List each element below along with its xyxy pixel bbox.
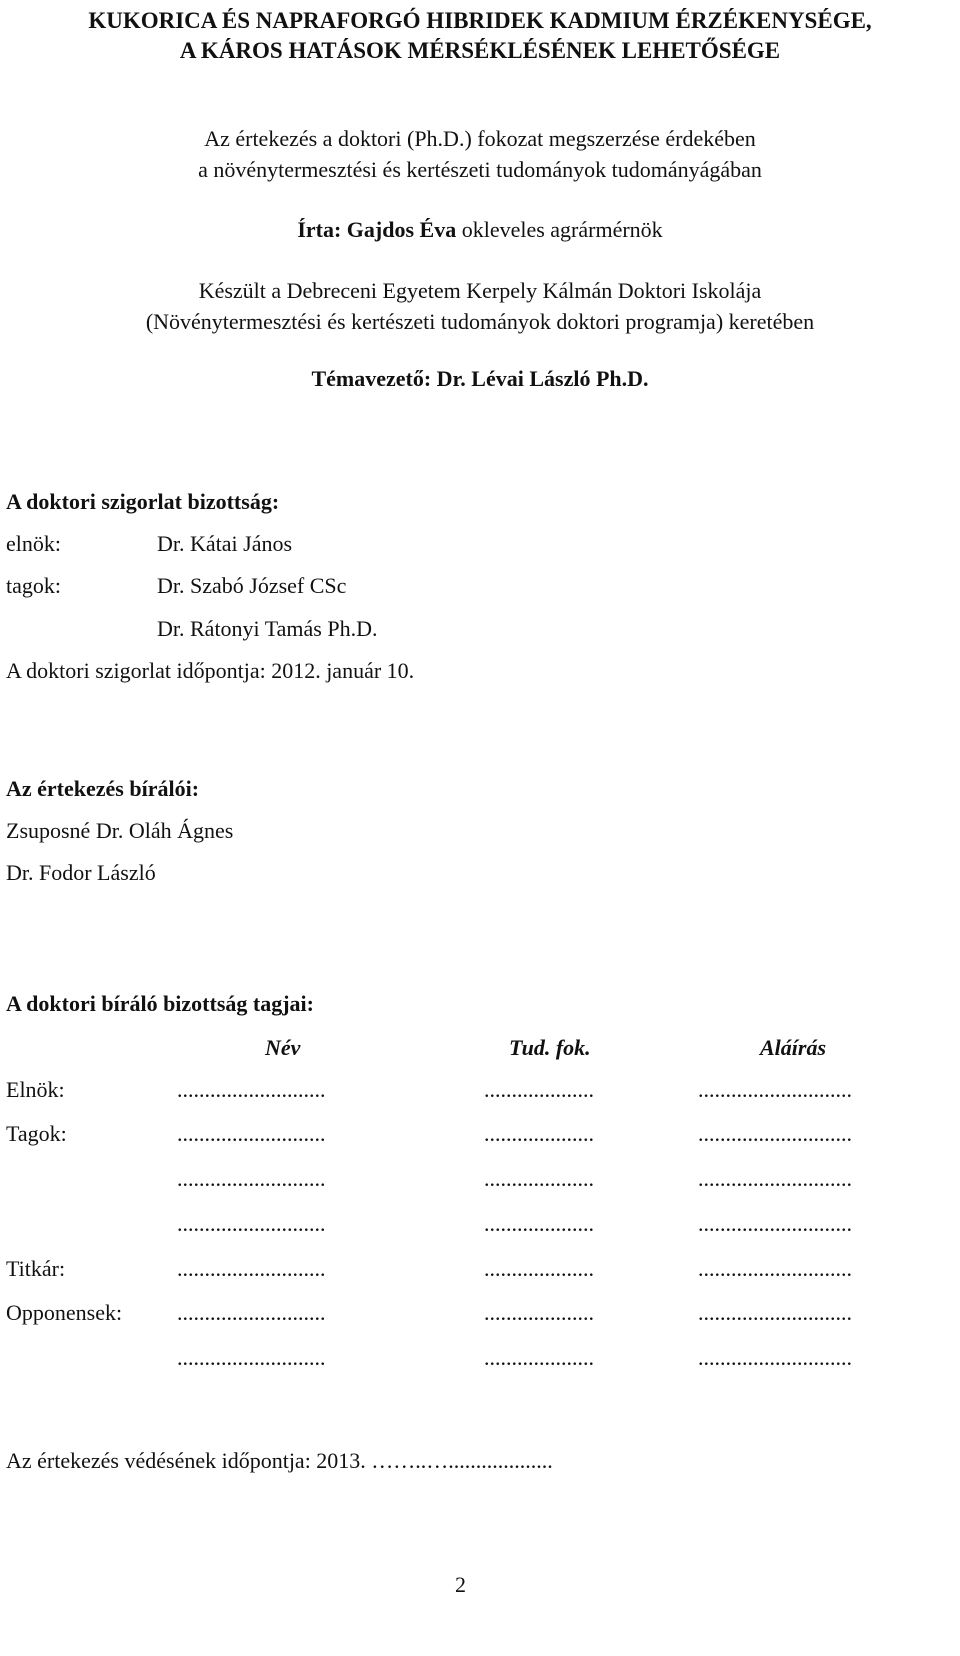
row-label: Titkár: [6, 1256, 66, 1281]
author-name: Írta: Gajdos Éva [297, 217, 457, 242]
page-number: 2 [455, 1572, 466, 1597]
defense-date: Az értekezés védésének időpontja: 2013. ……..…................... [6, 1448, 553, 1473]
degree-blank: .................... [484, 1256, 594, 1281]
name-blank: ........................... [177, 1211, 326, 1236]
exam-member-2: Dr. Rátonyi Tamás Ph.D. [157, 616, 378, 641]
supervisor: Témavezető: Dr. Lévai László Ph.D. [311, 366, 649, 391]
degree-blank: .................... [484, 1166, 594, 1191]
signature-blank: ............................ [698, 1345, 852, 1370]
signature-blank: ............................ [698, 1256, 852, 1281]
degree-blank: .................... [484, 1077, 594, 1102]
row-label: Elnök: [6, 1077, 65, 1102]
signature-blank: ............................ [698, 1166, 852, 1191]
signature-blank: ............................ [698, 1121, 852, 1146]
row-label: Tagok: [6, 1121, 67, 1146]
reviewer-1: Zsuposné Dr. Oláh Ágnes [6, 818, 234, 843]
school-line-1: Készült a Debreceni Egyetem Kerpely Kálmán Doktori Iskolája [198, 278, 762, 303]
column-header-signature: Aláírás [760, 1035, 827, 1060]
author-line [0, 217, 960, 243]
name-blank: ........................... [177, 1300, 326, 1325]
purpose-line-2: a növénytermesztési és kertészeti tudományok tudományágában [198, 157, 762, 182]
degree-blank: .................... [484, 1211, 594, 1236]
row-label: Opponensek: [6, 1300, 123, 1325]
name-blank: ........................... [177, 1345, 326, 1370]
exam-committee-heading: A doktori szigorlat bizottság: [6, 489, 280, 514]
exam-chair-label: elnök: [6, 531, 61, 556]
degree-blank: .................... [484, 1345, 594, 1370]
exam-date: A doktori szigorlat időpontja: 2012. január 10. [6, 658, 415, 683]
signature-blank: ............................ [698, 1300, 852, 1325]
column-header-degree: Tud. fok. [509, 1035, 591, 1060]
reviewer-2: Dr. Fodor László [6, 860, 156, 885]
document-title-line-2: A KÁROS HATÁSOK MÉRSÉKLÉSÉNEK LEHETŐSÉGE [179, 38, 781, 63]
name-blank: ........................... [177, 1166, 326, 1191]
author-title: okleveles agrármérnök [456, 217, 663, 242]
exam-members-label: tagok: [6, 573, 61, 598]
school-line-2: (Növénytermesztési és kertészeti tudományok doktori programja) keretében [145, 309, 815, 334]
degree-blank: .................... [484, 1300, 594, 1325]
review-committee-heading: A doktori bíráló bizottság tagjai: [6, 991, 314, 1016]
name-blank: ........................... [177, 1077, 326, 1102]
column-header-name: Név [265, 1035, 301, 1060]
exam-chair-name: Dr. Kátai János [157, 531, 293, 556]
reviewers-heading: Az értekezés bírálói: [6, 776, 200, 801]
purpose-line-1: Az értekezés a doktori (Ph.D.) fokozat megszerzése érdekében [204, 126, 756, 151]
name-blank: ........................... [177, 1256, 326, 1281]
signature-blank: ............................ [698, 1211, 852, 1236]
signature-blank: ............................ [698, 1077, 852, 1102]
document-title-line-1: KUKORICA ÉS NAPRAFORGÓ HIBRIDEK KADMIUM ÉRZÉKENYSÉGE, [88, 8, 872, 33]
degree-blank: .................... [484, 1121, 594, 1146]
exam-member-1: Dr. Szabó József CSc [157, 573, 347, 598]
name-blank: ........................... [177, 1121, 326, 1146]
